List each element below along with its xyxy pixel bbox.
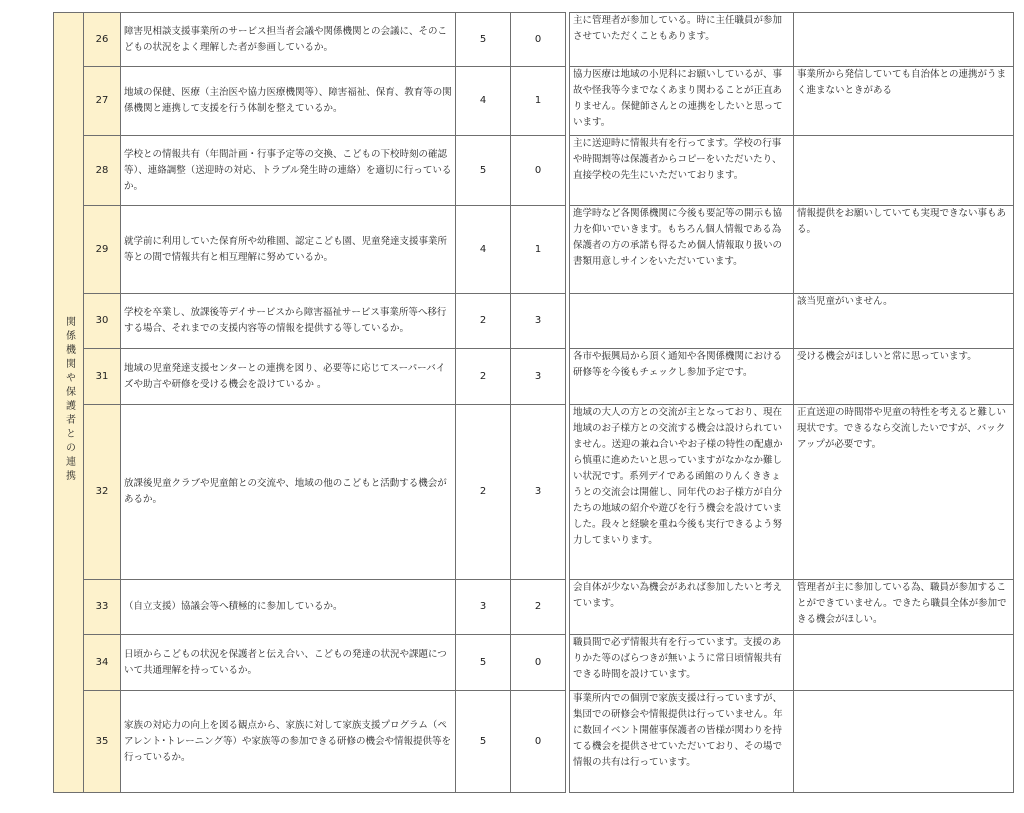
improvement-cell <box>794 136 1014 206</box>
improvement-cell: 該当児童がいません。 <box>794 294 1014 349</box>
yes-count: 4 <box>456 206 511 294</box>
comment-cell: 職員間で必ず情報共有を行っています。支援のありかた等のばらつきが無いように常日頃情報共有できる時間を設けています。 <box>570 635 794 691</box>
item-number: 29 <box>84 206 121 294</box>
item-text: 家族の対応力の向上を図る観点から、家族に対して家族支援プログラム（ペアレント･トレーニング等）や家族等の参加できる研修の機会や情報提供等を行っているか。 <box>121 691 456 793</box>
no-count: 1 <box>511 67 566 136</box>
table-row <box>54 691 1014 793</box>
yes-count: 4 <box>456 67 511 136</box>
table-row <box>54 349 1014 405</box>
no-count: 0 <box>511 691 566 793</box>
yes-count: 2 <box>456 405 511 580</box>
yes-count: 3 <box>456 580 511 635</box>
item-number: 28 <box>84 136 121 206</box>
item-text: （自立支援）協議会等へ積極的に参加しているか。 <box>121 580 456 635</box>
improvement-cell <box>794 635 1014 691</box>
evaluation-table <box>53 12 1014 793</box>
improvement-cell: 情報提供をお願いしていても実現できない事もある。 <box>794 206 1014 294</box>
table-row <box>54 13 1014 67</box>
item-number: 34 <box>84 635 121 691</box>
improvement-cell <box>794 691 1014 793</box>
item-text: 学校との情報共有（年間計画・行事予定等の交換、こどもの下校時刻の確認等）、連絡調整（送迎時の対応、トラブル発生時の連絡）を適切に行っているか。 <box>121 136 456 206</box>
no-count: 0 <box>511 635 566 691</box>
item-number: 35 <box>84 691 121 793</box>
no-count: 0 <box>511 13 566 67</box>
no-count: 2 <box>511 580 566 635</box>
item-text: 日頃からこどもの状況を保護者と伝え合い、こどもの発達の状況や課題について共通理解を持っているか。 <box>121 635 456 691</box>
item-number: 26 <box>84 13 121 67</box>
comment-cell <box>570 294 794 349</box>
comment-cell: 各市や振興局から頂く通知や各関係機関における研修等を今後もチェックし参加予定です。 <box>570 349 794 405</box>
yes-count: 5 <box>456 136 511 206</box>
comment-cell: 主に管理者が参加している。時に主任職員が参加させていただくこともあります。 <box>570 13 794 67</box>
yes-count: 2 <box>456 294 511 349</box>
table-row <box>54 405 1014 580</box>
improvement-cell: 事業所から発信していても自治体との連携がうまく進まないときがある <box>794 67 1014 136</box>
item-text: 地域の保健、医療（主治医や協力医療機関等）、障害福祉、保育、教育等の関係機関と連携して支援を行う体制を整えているか。 <box>121 67 456 136</box>
table-row <box>54 206 1014 294</box>
item-number: 27 <box>84 67 121 136</box>
table-row <box>54 635 1014 691</box>
comment-cell: 進学時など各関係機関に今後も要記等の開示も協力を仰いでいきます。もちろん個人情報である為保護者の方の承諾も得るため個人情報取り扱いの書類用意しサインをいただいています。 <box>570 206 794 294</box>
comment-cell: 主に送迎時に情報共有を行ってます。学校の行事や時間割等は保護者からコピーをいただいたり、直接学校の先生にいただいております。 <box>570 136 794 206</box>
item-text: 障害児相談支援事業所のサービス担当者会議や関係機関との会議に、そのこどもの状況をよく理解した者が参画しているか。 <box>121 13 456 67</box>
improvement-cell <box>794 13 1014 67</box>
yes-count: 5 <box>456 635 511 691</box>
item-text: 学校を卒業し、放課後等デイサービスから障害福祉サービス事業所等へ移行する場合、それまでの支援内容等の情報を提供する等しているか。 <box>121 294 456 349</box>
table-row <box>54 136 1014 206</box>
item-number: 31 <box>84 349 121 405</box>
improvement-cell: 正直送迎の時間帯や児童の特性を考えると難しい現状です。できるなら交流したいですが、バックアップが必要です。 <box>794 405 1014 580</box>
improvement-cell: 受ける機会がほしいと常に思っています。 <box>794 349 1014 405</box>
category-label: 関係機関や保護者との連携 <box>63 315 75 484</box>
table-row <box>54 294 1014 349</box>
no-count: 0 <box>511 136 566 206</box>
yes-count: 5 <box>456 13 511 67</box>
yes-count: 5 <box>456 691 511 793</box>
no-count: 3 <box>511 405 566 580</box>
item-number: 32 <box>84 405 121 580</box>
item-text: 地域の児童発達支援センターとの連携を図り、必要等に応じてスーパーバイズや助言や研修を受ける機会を設けているか 。 <box>121 349 456 405</box>
comment-cell: 地域の大人の方との交流が主となっており、現在地域のお子様方との交流する機会は設けられていません。送迎の兼ね合いやお子様の特性の配慮から慎重に進めたいと思っていますがなかなか難しい状況です。系列デイである函館のりんくききょうとの交流会は開催し、同年代のお子様方が自分たちの地域の紹介や遊びを行う機会を設けていました。段々と経験を重ね今後も実行できるよう努力してまいります。 <box>570 405 794 580</box>
table-row <box>54 580 1014 635</box>
yes-count: 2 <box>456 349 511 405</box>
comment-cell: 会自体が少ない為機会があれば参加したいと考えています。 <box>570 580 794 635</box>
no-count: 1 <box>511 206 566 294</box>
comment-cell: 事業所内での個別で家族支援は行っていますが、集団での研修会や情報提供は行っていません。年に数回イベント開催事保護者の皆様が関わりを持てる機会を提供させていただいており、その場で情報の共有は行っています。 <box>570 691 794 793</box>
comment-cell: 協力医療は地域の小児科にお願いしているが、事故や怪我等今までなくあまり関わることが正直ありません。保健師さんとの連携をしたいと思っています。 <box>570 67 794 136</box>
item-number: 30 <box>84 294 121 349</box>
category-cell <box>54 13 84 793</box>
table-row <box>54 67 1014 136</box>
item-text: 就学前に利用していた保育所や幼稚園、認定こども園、児童発達支援事業所等との間で情報共有と相互理解に努めているか。 <box>121 206 456 294</box>
no-count: 3 <box>511 294 566 349</box>
no-count: 3 <box>511 349 566 405</box>
item-number: 33 <box>84 580 121 635</box>
item-text: 放課後児童クラブや児童館との交流や、地域の他のこどもと活動する機会があるか。 <box>121 405 456 580</box>
improvement-cell: 管理者が主に参加している為、職員が参加することができていません。できたら職員全体が参加できる機会がほしい。 <box>794 580 1014 635</box>
